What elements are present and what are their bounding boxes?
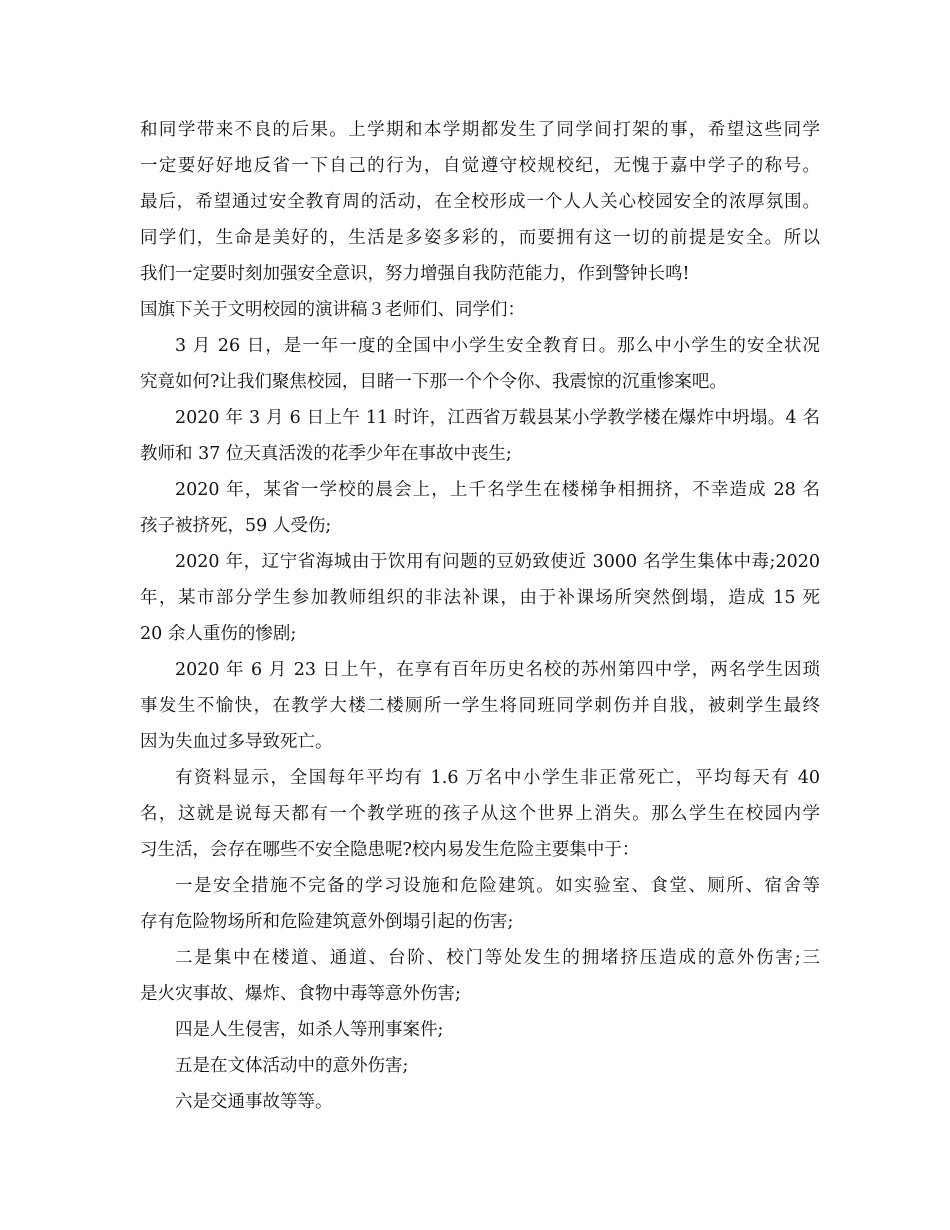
text-line: 习生活，会存在哪些不安全隐患呢?校内易发生危险主要集中于： — [140, 840, 640, 860]
text-line: 20 余人重伤的惨剧; — [140, 624, 297, 644]
text-line: 五是在文体活动中的意外伤害; — [175, 1056, 409, 1076]
text-line: 3 月 26 日，是一年一度的全国中小学生安全教育日。那么中小学生的安全状况 — [175, 336, 820, 356]
text-line: 名，这就是说每天都有一个教学班的孩子从这个世界上消失。那么学生在校园内学 — [140, 804, 820, 824]
text-line: 我们一定要时刻加强安全意识，努力增强自我防范能力，作到警钟长鸣! — [140, 264, 690, 284]
text-line: 四是人生侵害，如杀人等刑事案件; — [175, 1020, 444, 1040]
text-line: 年，某市部分学生参加教师组织的非法补课，由于补课场所突然倒塌，造成 15 死 — [140, 588, 820, 608]
text-line: 是火灾事故、爆炸、食物中毒等意外伤害; — [140, 984, 461, 1004]
text-line: 究竟如何?让我们聚焦校园，目睹一下那一个个令你、我震惊的沉重惨案吧。 — [140, 372, 727, 392]
text-line: 2020 年 3 月 6 日上午 11 时许，江西省万载县某小学教学楼在爆炸中坍塌。4 名 — [175, 408, 820, 428]
text-line: 2020 年 6 月 23 日上午，在享有百年历史名校的苏州第四中学，两名学生因琐 — [175, 660, 820, 680]
text-line: 存有危险物场所和危险建筑意外倒塌引起的伤害; — [140, 912, 514, 932]
text-line: 2020 年，辽宁省海城由于饮用有问题的豆奶致使近 3000 名学生集体中毒;2020 — [175, 552, 820, 572]
text-line: 事发生不愉快，在教学大楼二楼厕所一学生将同班同学刺伤并自戕，被刺学生最终 — [140, 696, 820, 716]
heading-line: 国旗下关于文明校园的演讲稿３老师们、同学们： — [140, 300, 525, 320]
text-line: 六是交通事故等等。 — [175, 1092, 333, 1112]
text-line: 二是集中在楼道、通道、台阶、校门等处发生的拥堵挤压造成的意外伤害;三 — [175, 948, 820, 968]
text-line: 同学们，生命是美好的，生活是多姿多彩的，而要拥有这一切的前提是安全。所以 — [140, 228, 820, 248]
text-line: 2020 年，某省一学校的晨会上，上千名学生在楼梯争相拥挤，不幸造成 28 名 — [175, 480, 820, 500]
text-line: 有资料显示，全国每年平均有 1.6 万名中小学生非正常死亡，平均每天有 40 — [175, 768, 820, 788]
text-line: 一是安全措施不完备的学习设施和危险建筑。如实验室、食堂、厕所、宿舍等 — [175, 876, 820, 896]
text-line: 最后，希望通过安全教育周的活动，在全校形成一个人人关心校园安全的浓厚氛围。 — [140, 192, 820, 212]
text-line: 因为失血过多导致死亡。 — [140, 732, 333, 752]
text-line: 一定要好好地反省一下自己的行为，自觉遵守校规校纪，无愧于嘉中学子的称号。 — [140, 156, 820, 176]
text-line: 孩子被挤死，59 人受伤; — [140, 516, 332, 536]
text-line: 和同学带来不良的后果。上学期和本学期都发生了同学间打架的事，希望这些同学 — [140, 120, 820, 140]
text-line: 教师和 37 位天真活泼的花季少年在事故中丧生; — [140, 444, 512, 464]
